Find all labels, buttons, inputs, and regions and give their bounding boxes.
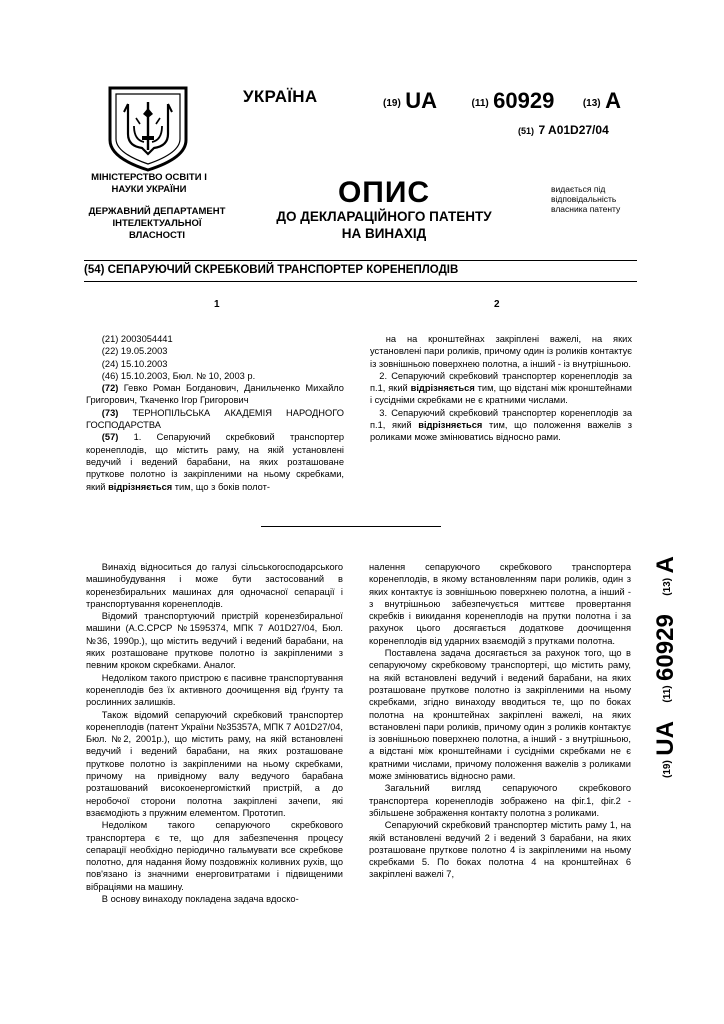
description-paragraph: Відомий транспортуючий пристрій коренезбиральної машини (А.С.СРСР №1595374, МПК 7 A01D27/04, Бюл. №36, 1990р.), що містить ведучий і ведений барабани, на яких розташоване пруткове полотно із закріпленими з певним кроком скребками. Аналог. xyxy=(86,611,343,671)
description-left-column xyxy=(86,561,343,905)
claims-continuation xyxy=(370,333,632,444)
field-46: (46) 15.10.2003, Бюл. № 10, 2003 р. xyxy=(101,370,256,381)
kind-code: A xyxy=(605,88,621,113)
bibliographic-data xyxy=(86,333,344,493)
description-paragraph: Також відомий сепаруючий скребковий транспортер коренеплодів (патент України №35357А, МПК 7 A01D27/04, Бюл. №2, 2001р.), що містить раму, на якій встановлені ведучий і ведений барабани, на яких розташоване пруткове полотно із закріпленими на ньому скребками, причому на привідному валу ведучого барабана розташований високоенергомісткий пристрій, а до неробочої сторони полотна закріплені зачепи, які взаємодіють з пружним елементом. Прототип. xyxy=(86,709,343,818)
field-72: (72) Гевко Роман Богданович, Данильченко Михайло Григорович, Ткаченко Ігор Григорович xyxy=(86,383,344,406)
issued-note: видається під відповідальність власника патенту xyxy=(551,184,621,214)
description-paragraph: Поставлена задача досягається за рахунок того, що в сепаруючому скребковому транспортері, що містить раму, на якій встановлені ведучий і ведений барабани, на яких розташоване пруткове полотно із закріпленими на ньому скребками, згідно винаходу вводиться те, що по боках полотна на кронштейнах закріплені важелі, на яких встановлені пари роликів, причому один з роликів контактує із зовнішньою поверхнею полотна, а інший - з внутрішньою, а відстані між кронштейнами і сусідніми скребками не є кратними числами, причому положення важелів з роликами може змінюватись відносно рами. xyxy=(369,648,631,782)
description-right-column xyxy=(369,561,631,881)
description-paragraph: Загальний вигляд сепаруючого скребкового транспортера коренеплодів зображено на фіг.1, фіг.2 - збільшене зображення контакту полотна з роликами. xyxy=(369,783,631,818)
document-title: ОПИС xyxy=(337,176,431,209)
side-code-13: (13) xyxy=(662,577,673,596)
column-number-2: 2 xyxy=(494,299,500,310)
header-divider-bottom xyxy=(84,281,637,282)
side-patent-number: 60929 xyxy=(652,614,679,681)
code-11: (11) xyxy=(471,98,489,109)
document-subtitle-1: ДО ДЕКЛАРАЦІЙНОГО ПАТЕНТУ xyxy=(276,209,492,224)
side-patent-label xyxy=(652,556,680,778)
side-country-code: UA xyxy=(652,721,679,756)
coat-of-arms-emblem xyxy=(106,84,190,172)
department-name: ДЕРЖАВНИЙ ДЕПАРТАМЕНТ ІНТЕЛЕКТУАЛЬНОЇ ВЛАСНОСТІ xyxy=(88,206,226,241)
patent-number-line xyxy=(383,88,621,114)
code-51: (51) xyxy=(518,126,535,136)
description-paragraph: Недоліком такого пристрою є пасивне транспортування коренеплодів без їх активного доочищення від ґрунту та рослинних залишків. xyxy=(86,672,343,708)
country-name: УКРАЇНА xyxy=(243,87,318,106)
description-paragraph: Винахід відноситься до галузі сільськогосподарського машинобудування і може бути застосований в коренезбиральних машинах для одночасної сепарації і транспортування коренеплодів. xyxy=(86,562,343,609)
ministry-name: МІНІСТЕРСТВО ОСВІТИ І НАУКИ УКРАЇНИ xyxy=(91,172,207,195)
country-code: UA xyxy=(405,88,438,113)
description-paragraph: Недоліком такого сепаруючого скребкового транспортера є те, що для забезпечення процесу сепарації необхідно періодично гальмувати все скребкове полотно, для надання йому поздовжніх коливних рухів, що пов'язано із значними енерговитратами і підвищеними вібраціями на машину. xyxy=(86,820,343,892)
ipc-class: 7 A01D27/04 xyxy=(538,123,609,137)
side-code-19: (19) xyxy=(662,760,673,778)
side-kind-code: A xyxy=(652,556,679,574)
code-19: (19) xyxy=(383,98,401,109)
column-number-1: 1 xyxy=(214,299,220,310)
claim-2: 2. Сепаруючий скребковий транспортер коренеплодів за п.1, який відрізняється тим, що відстані між кронштейнами і сусідніми скребками не є кратними числами. xyxy=(370,370,632,406)
header-divider-top xyxy=(84,260,637,261)
code-13: (13) xyxy=(582,98,601,109)
ipc-line xyxy=(518,121,609,139)
claim-1-end: на на кронштейнах закріплені важелі, на яких установлені пари роликів, причому один із роликів контактує із зовнішньою поверхнею полотна, а інший - із внутрішньою. xyxy=(370,334,632,369)
document-subtitle-2: НА ВИНАХІД xyxy=(341,226,427,241)
side-code-11: (11) xyxy=(662,685,673,703)
description-paragraph: Сепаруючий скребковий транспортер містить раму 1, на якій встановлені ведучий 2 і ведений 3 барабани, на яких розташоване пруткове полотно 4 із закріпленими на ньому скребками 5. По боках полотна 4 на кронштейнах 6 закріплені важелі 7, xyxy=(369,820,631,880)
field-22: (22) 19.05.2003 xyxy=(101,346,168,357)
field-24: (24) 15.10.2003 xyxy=(101,358,168,369)
description-paragraph: В основу винаходу покладена задача вдоско- xyxy=(101,894,299,905)
claim-3: 3. Сепаруючий скребковий транспортер коренеплодів за п.1, який відрізняється тим, що положення важелів з роликами може змінюватись відносно рами. xyxy=(370,407,632,443)
patent-number: 60929 xyxy=(493,88,555,113)
field-57-claim-1: (57) 1. Сепаруючий скребковий транспортер коренеплодів, що містить раму, на якій установлені ведучий і ведений барабани, на яких розташоване пруткове полотно із закріпленими на ньому скребками, який відрізняється тим, що з боків полот- xyxy=(86,432,344,492)
invention-title: (54) СЕПАРУЮЧИЙ СКРЕБКОВИЙ ТРАНСПОРТЕР КОРЕНЕПЛОДІВ xyxy=(84,264,459,276)
description-paragraph: налення сепаруючого скребкового транспортера коренеплодів, в якому встановленням пари роликів, один з яких контактує із зовнішньою поверхнею полотна, а інший - з внутрішньою забезпечується миттєве провертання скребків і викидання коренеплодів на прутки полотна і за рахунок цього досягається додаткове доочищення коренеплодів від ударних взаємодій з прутками полотна. xyxy=(369,562,631,646)
field-73: (73) ТЕРНОПІЛЬСЬКА АКАДЕМІЯ НАРОДНОГО ГОСПОДАРСТВА xyxy=(86,407,344,431)
section-separator xyxy=(261,526,441,527)
field-21: (21) 2003054441 xyxy=(101,334,173,344)
